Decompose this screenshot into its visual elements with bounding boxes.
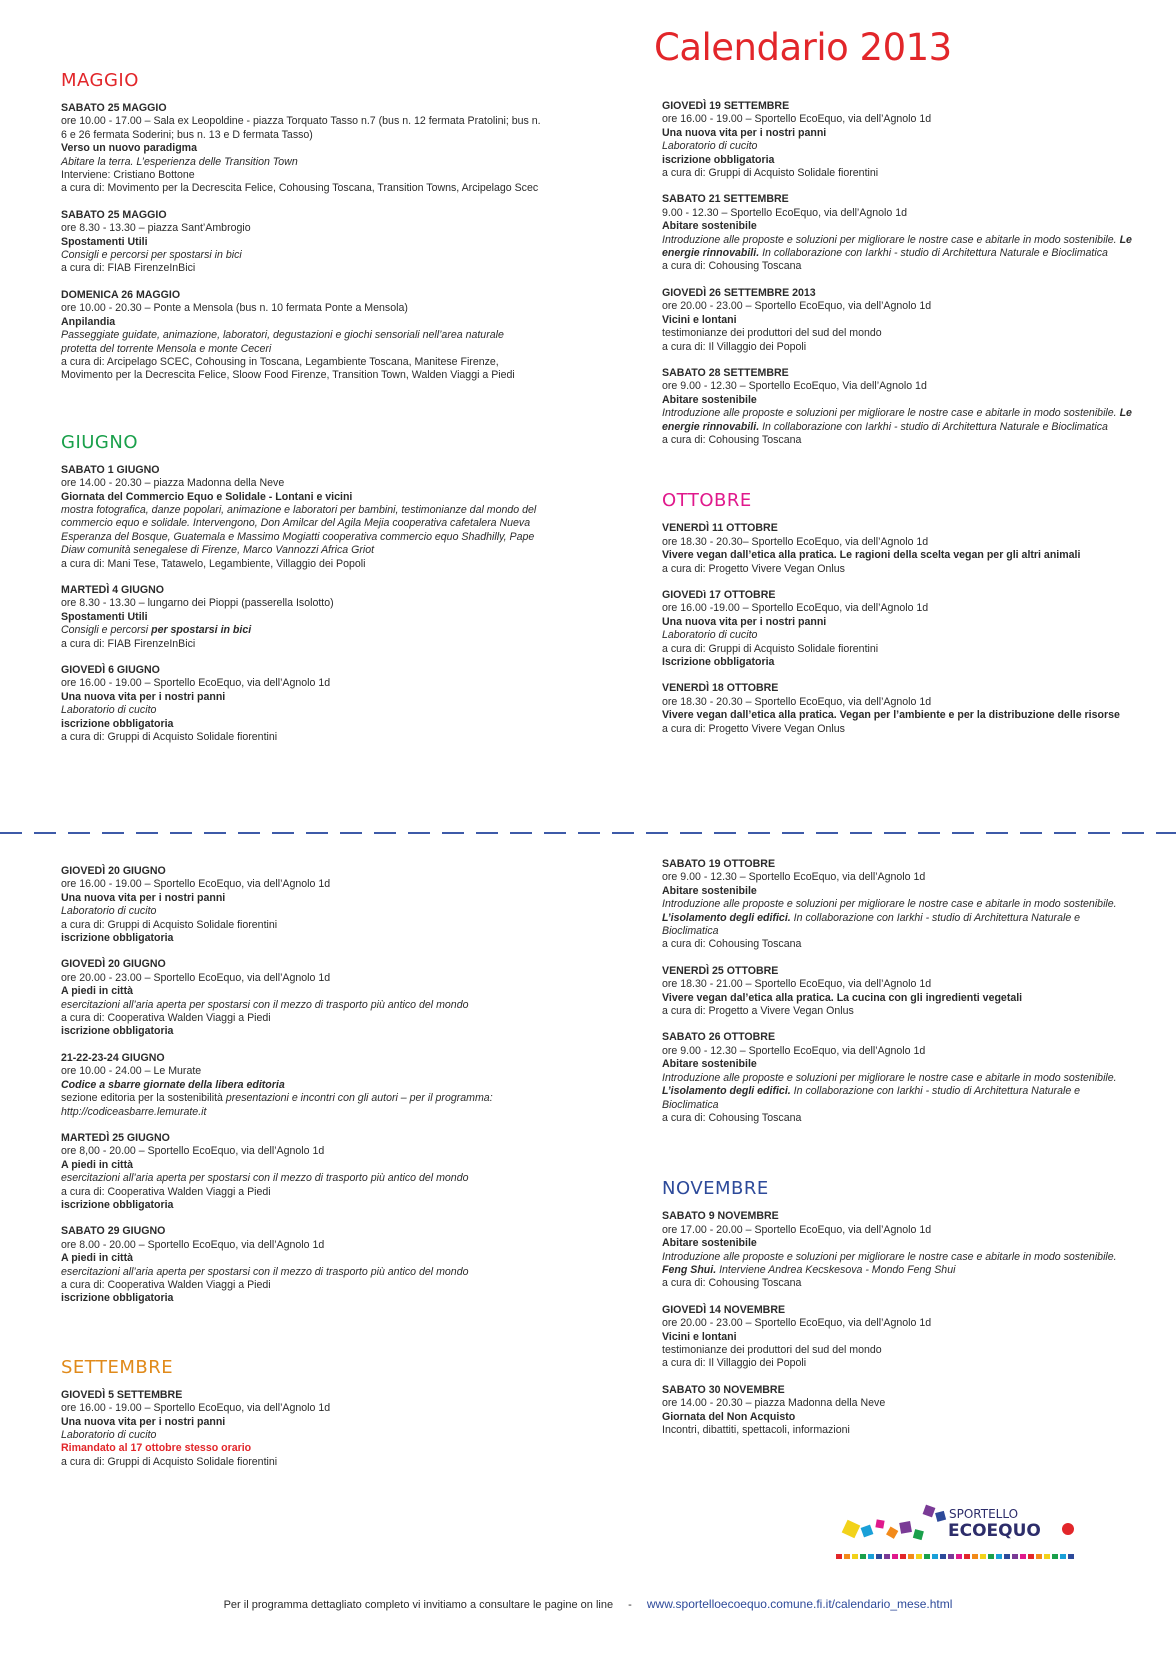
event-item [662, 367, 1132, 447]
logo-color-strip [836, 1554, 1074, 1559]
event-description [662, 234, 1132, 261]
logo-strip-block [908, 1554, 914, 1559]
event-date: 21-22-23-24 GIUGNO [61, 1051, 165, 1064]
event-organizer: a cura di: Progetto a Vivere Vegan Onlus [662, 1005, 854, 1018]
event-description [662, 1072, 1132, 1112]
event-item [61, 1225, 541, 1305]
event-time: ore 20.00 - 23.00 – Sportello EcoEquo, via dell’Agnolo 1d [662, 300, 932, 313]
event-item [662, 522, 1132, 576]
event-date: VENERDÌ 25 OTTOBRE [662, 964, 779, 977]
event-description-text: Consigli e percorsi [61, 624, 152, 637]
event-item [61, 664, 541, 744]
logo-strip-block [1012, 1554, 1018, 1559]
event-description [61, 1092, 541, 1119]
event-item [61, 584, 541, 651]
event-time: ore 9.00 - 12.30 – Sportello EcoEquo, Via dell’Agnolo 1d [662, 380, 927, 393]
event-time: ore 8.30 - 13.30 – piazza Sant’Ambrogio [61, 222, 251, 235]
logo-line1: SPORTELLO [949, 1507, 1019, 1521]
event-organizer: a cura di: Progetto Vivere Vegan Onlus [662, 562, 845, 575]
event-item [662, 589, 1132, 669]
event-item [662, 858, 1132, 952]
event-organizer: a cura di: Gruppi di Acquisto Solidale fiorentini [61, 731, 278, 744]
event-date: DOMENICA 26 MAGGIO [61, 288, 181, 301]
event-date: VENERDÌ 11 OTTOBRE [662, 522, 778, 535]
event-title: Una nuova vita per i nostri panni [61, 891, 226, 904]
logo-strip-block [900, 1554, 906, 1559]
event-title: Giornata del Non Acquisto [662, 1410, 796, 1423]
event-item [662, 1210, 1132, 1290]
event-item [61, 958, 541, 1038]
logo-strip-block [1036, 1554, 1042, 1559]
event-organizer: a cura di: FIAB FirenzeInBici [61, 262, 196, 275]
event-description-text: In collaborazione con Iarkhi - studio di Architettura Naturale e Bioclimatica [662, 1085, 1081, 1111]
event-time: ore 16.00 - 19.00 – Sportello EcoEquo, via dell’Agnolo 1d [61, 878, 331, 891]
cut-line [0, 822, 1176, 826]
event-time: ore 8.00 - 20.00 – Sportello EcoEquo, via dell’Agnolo 1d [61, 1238, 325, 1251]
event-item [662, 1384, 1132, 1438]
logo-strip-block [924, 1554, 930, 1559]
event-date: SABATO 30 NOVEMBRE [662, 1383, 785, 1396]
event-title: Vicini e lontani [662, 313, 737, 326]
event-organizer: a cura di: Cooperativa Walden Viaggi a Piedi [61, 1278, 271, 1291]
event-time: ore 20.00 - 23.00 – Sportello EcoEquo, via dell’Agnolo 1d [662, 1317, 932, 1330]
registration-note: iscrizione obbligatoria [61, 1198, 174, 1211]
event-title: Abitare sostenibile [662, 1058, 757, 1071]
calendar-link[interactable]: www.sportelloecoequo.comune.fi.it/calendario_mese.html [646, 1597, 953, 1611]
event-organizer: a cura di: Gruppi di Acquisto Solidale fiorentini [662, 167, 879, 180]
logo-strip-block [836, 1554, 842, 1559]
event-description: Incontri, dibattiti, spettacoli, informazioni [662, 1424, 850, 1436]
logo-strip-block [1020, 1554, 1026, 1559]
event-date: GIOVEDÌ 6 GIUGNO [61, 664, 160, 676]
footer-separator: - [628, 1599, 632, 1611]
event-date: GIOVEDì 17 OTTOBRE [662, 588, 776, 601]
event-title: Vicini e lontani [662, 1330, 737, 1343]
event-item [662, 193, 1132, 273]
logo-strip-block [892, 1554, 898, 1559]
event-title: Vivere vegan dall’etica alla pratica. Le ragioni della scelta vegan per gli altri animali [662, 549, 1081, 562]
event-title: A piedi in città [61, 1158, 134, 1171]
event-item [662, 287, 1132, 354]
event-description [61, 624, 541, 637]
event-item [61, 464, 541, 571]
event-description-text: Introduzione alle proposte e soluzioni per migliorare le nostre case e abitarle in modo sostenibile. [662, 407, 1120, 420]
event-description-highlight: L’isolamento degli edifici. [662, 1085, 791, 1098]
events-maggio [61, 102, 541, 383]
event-description-text: Introduzione alle proposte e soluzioni per migliorare le nostre case e abitarle in modo sostenibile. [662, 898, 1117, 911]
event-time: ore 16.00 - 19.00 – Sportello EcoEquo, via dell’Agnolo 1d [61, 677, 331, 690]
event-item [662, 1304, 1132, 1371]
page-title: Calendario 2013 [654, 26, 952, 69]
event-description: Abitare la terra. L’esperienza delle Transition Town [61, 155, 298, 168]
event-description-italic: presentazioni e incontri con gli autori – per il programma: http://codiceasbarre.lemurate.it [61, 1092, 493, 1118]
postponed-note: Rimandato al 17 ottobre stesso orario [61, 1442, 252, 1455]
event-title: Una nuova vita per i nostri panni [662, 126, 827, 139]
logo-strip-block [876, 1554, 882, 1559]
event-time: ore 8.30 - 13.30 – lungarno dei Pioppi (passerella Isolotto) [61, 597, 334, 610]
event-organizer: a cura di: Arcipelago SCEC, Cohousing in Toscana, Legambiente Toscana, Manitese Firenze, Movimento per la Decrescita Felice, Sloow Food Firenze, Transition Town, Walden Viaggi a Piedi [61, 355, 515, 382]
event-date: SABATO 1 GIUGNO [61, 463, 160, 476]
event-description: Laboratorio di cucito [61, 1429, 157, 1441]
event-organizer: a cura di: Cohousing Toscana [662, 1111, 802, 1124]
event-item [662, 1031, 1132, 1125]
event-title: Anpilandia [61, 315, 116, 328]
event-title: Vivere vegan dal’etica alla pratica. La cucina con gli ingredienti vegetali [662, 991, 1023, 1004]
florence-lily-icon [1062, 1523, 1074, 1535]
event-item [61, 1389, 541, 1469]
event-description-highlight: L’isolamento degli edifici. [662, 911, 791, 924]
event-title: A piedi in città [61, 985, 134, 998]
registration-note: iscrizione obbligatoria [61, 1292, 174, 1305]
event-date: SABATO 25 MAGGIO [61, 102, 167, 114]
event-organizer: a cura di: Il Villaggio dei Popoli [662, 1357, 807, 1370]
event-date: SABATO 9 NOVEMBRE [662, 1210, 779, 1223]
event-organizer: a cura di: Cohousing Toscana [662, 1277, 802, 1290]
logo-strip-block [964, 1554, 970, 1559]
logo-strip-block [956, 1554, 962, 1559]
event-time: 9.00 - 12.30 – Sportello EcoEquo, via dell’Agnolo 1d [662, 206, 908, 219]
events-settembre-early [61, 1389, 541, 1469]
logo-strip-block [980, 1554, 986, 1559]
event-time: ore 16.00 - 19.00 – Sportello EcoEquo, via dell’Agnolo 1d [662, 113, 932, 126]
event-title: Codice a sbarre giornate della libera editoria [61, 1078, 285, 1091]
logo-strip-block [1068, 1554, 1074, 1559]
column-bottom-left [61, 865, 541, 1482]
event-time: ore 17.00 - 20.00 – Sportello EcoEquo, via dell’Agnolo 1d [662, 1223, 932, 1236]
event-time: ore 20.00 - 23.00 – Sportello EcoEquo, via dell’Agnolo 1d [61, 971, 331, 984]
event-time: ore 16.00 - 19.00 – Sportello EcoEquo, via dell’Agnolo 1d [61, 1402, 331, 1415]
event-organizer: a cura di: Cohousing Toscana [662, 260, 802, 273]
event-organizer: a cura di: FIAB FirenzeInBici [61, 637, 196, 650]
event-title: Abitare sostenibile [662, 220, 757, 233]
column-top-left [61, 70, 541, 757]
event-title: Giornata del Commercio Equo e Solidale - Lontani e vicini [61, 490, 353, 503]
sportello-ecoequo-logo [836, 1502, 1086, 1564]
footer [0, 1597, 1176, 1611]
event-date: SABATO 28 SETTEMBRE [662, 366, 789, 379]
logo-strip-block [916, 1554, 922, 1559]
logo-strip-block [940, 1554, 946, 1559]
event-item [61, 1052, 541, 1119]
event-description-text: In collaborazione con Iarkhi - studio di Architettura Naturale e Bioclimatica [662, 911, 1081, 938]
event-organizer: a cura di: Il Villaggio dei Popoli [662, 340, 807, 353]
event-title: Abitare sostenibile [662, 393, 757, 406]
logo-strip-block [1044, 1554, 1050, 1559]
event-description-text: Introduzione alle proposte e soluzioni per migliorare le nostre case e abitarle in modo sostenibile. [662, 1250, 1117, 1263]
event-time: ore 16.00 -19.00 – Sportello EcoEquo, via dell’Agnolo 1d [662, 602, 929, 615]
footer-note: Per il programma dettagliato completo vi invitiamo a consultare le pagine on line [223, 1599, 614, 1611]
logo-strip-block [988, 1554, 994, 1559]
event-description-text: Introduzione alle proposte e soluzioni per migliorare le nostre case e abitarle in modo sostenibile. [662, 1071, 1117, 1084]
logo-strip-block [844, 1554, 850, 1559]
event-description: mostra fotografica, danze popolari, animazione e laboratori per bambini, testimonianze dal mondo del commercio equo e solidale. Intervengono, Don Amilcar del Agila Mejia cooperativa cafetalera Nueva Esperanza del Bosque, Guatemala e Massimo Mogiatti cooperativa commercio equo Shadhilly, Pape Diaw comunità senegalese di Firenze, Marco Vannozzi Africa Griot [61, 503, 537, 557]
event-title: Verso un nuovo paradigma [61, 142, 197, 155]
event-item [61, 289, 541, 383]
event-organizer: a cura di: Gruppi di Acquisto Solidale fiorentini [61, 1455, 278, 1468]
month-heading-ottobre: OTTOBRE [662, 490, 752, 512]
event-description: Laboratorio di cucito [61, 905, 157, 918]
month-heading-maggio: MAGGIO [61, 70, 139, 91]
events-novembre [662, 1210, 1132, 1437]
event-description: esercitazioni all’aria aperta per spostarsi con il mezzo di trasporto più antico del mondo [61, 1172, 469, 1185]
event-description [662, 1251, 1132, 1278]
logo-strip-block [1004, 1554, 1010, 1559]
logo-strip-block [948, 1554, 954, 1559]
event-organizer: a cura di: Cooperativa Walden Viaggi a Piedi [61, 1185, 271, 1198]
event-title: Spostamenti Utili [61, 235, 148, 248]
events-giugno-continued [61, 865, 541, 1306]
event-date: VENERDÌ 18 OTTOBRE [662, 682, 779, 695]
event-description-text: In collaborazione con Iarkhi - studio di Architettura Naturale e Bioclimatica [759, 420, 1108, 433]
event-time: ore 14.00 - 20.30 – piazza Madonna della Neve [662, 1397, 886, 1410]
event-organizer: a cura di: Mani Tese, Tatawelo, Legambiente, Villaggio dei Popoli [61, 557, 366, 570]
event-organizer: a cura di: Progetto Vivere Vegan Onlus [662, 722, 845, 735]
events-ottobre [662, 522, 1132, 736]
column-top-right [662, 100, 1132, 749]
month-heading-giugno: GIUGNO [61, 431, 139, 453]
event-organizer: a cura di: Cohousing Toscana [662, 433, 802, 446]
logo-strip-block [860, 1554, 866, 1559]
event-organizer: a cura di: Gruppi di Acquisto Solidale fiorentini [662, 642, 879, 655]
events-settembre [662, 100, 1132, 447]
event-date: GIOVEDÌ 20 GIUGNO [61, 958, 166, 971]
event-title: Una nuova vita per i nostri panni [61, 690, 226, 703]
event-date: SABATO 25 MAGGIO [61, 208, 167, 221]
event-item [662, 682, 1132, 736]
event-description: esercitazioni all’aria aperta per spostarsi con il mezzo di trasporto più antico del mondo [61, 1265, 469, 1278]
event-date: MARTEDÌ 4 GIUGNO [61, 583, 164, 596]
event-time: ore 9.00 - 12.30 – Sportello EcoEquo, via dell’Agnolo 1d [662, 871, 926, 884]
event-time: ore 18.30 - 21.00 – Sportello EcoEquo, via dell’Agnolo 1d [662, 978, 932, 991]
event-description: Laboratorio di cucito [61, 704, 157, 717]
event-description: esercitazioni all’aria aperta per spostarsi con il mezzo di trasporto più antico del mondo [61, 998, 469, 1011]
event-description: Passeggiate guidate, animazione, laboratori, degustazioni e giochi sensoriali nell’area naturale protetta del torrente Mensola e monte Ceceri [61, 329, 504, 355]
event-item [61, 865, 541, 945]
event-date: GIOVEDÌ 5 SETTEMBRE [61, 1388, 183, 1401]
event-organizer: a cura di: Movimento per la Decrescita Felice, Cohousing Toscana, Transition Towns, Arcipelago Scec [61, 182, 539, 195]
event-description-text: Interviene Andrea Kecskesova - Mondo Feng Shui [716, 1263, 956, 1276]
events-ottobre-continued [662, 858, 1132, 1125]
event-time: ore 10.00 - 20.30 – Ponte a Mensola (bus n. 10 fermata Ponte a Mensola) [61, 302, 408, 315]
event-description-text: Introduzione alle proposte e soluzioni per migliorare le nostre case e abitarle in modo sostenibile. [662, 233, 1120, 246]
event-date: MARTEDÌ 25 GIUGNO [61, 1131, 170, 1144]
logo-strip-block [972, 1554, 978, 1559]
month-heading-novembre: NOVEMBRE [662, 1178, 769, 1200]
event-title: Vivere vegan dall’etica alla pratica. Vegan per l’ambiente e per la distribuzione delle risorse [662, 709, 1120, 722]
logo-strip-block [868, 1554, 874, 1559]
event-item [61, 102, 541, 196]
event-title: Una nuova vita per i nostri panni [61, 1415, 226, 1428]
event-description: testimonianze dei produttori del sud del mondo [662, 1343, 882, 1356]
event-date: SABATO 26 OTTOBRE [662, 1031, 776, 1044]
event-title: Una nuova vita per i nostri panni [662, 615, 827, 628]
event-description: Laboratorio di cucito [662, 629, 758, 642]
registration-note: Iscrizione obbligatoria [662, 656, 775, 668]
month-heading-settembre: SETTEMBRE [61, 1356, 174, 1378]
event-organizer: a cura di: Cooperativa Walden Viaggi a Piedi [61, 1012, 271, 1025]
event-time: ore 18.30 - 20.30– Sportello EcoEquo, via dell’Agnolo 1d [662, 535, 929, 548]
event-speaker: Interviene: Cristiano Bottone [61, 169, 195, 182]
event-date: GIOVEDÌ 26 SETTEMBRE 2013 [662, 286, 816, 299]
registration-note: iscrizione obbligatoria [61, 717, 174, 730]
event-description: Consigli e percorsi per spostarsi in bici [61, 249, 242, 262]
event-description-text: In collaborazione con Iarkhi - studio di Architettura Naturale e Bioclimatica [759, 247, 1108, 260]
event-title: Abitare sostenibile [662, 884, 757, 897]
event-date: SABATO 29 GIUGNO [61, 1225, 166, 1238]
event-time: ore 9.00 - 12.30 – Sportello EcoEquo, via dell’Agnolo 1d [662, 1044, 926, 1057]
logo-strip-block [1052, 1554, 1058, 1559]
logo-graphic [836, 1502, 1086, 1564]
event-description [662, 898, 1132, 938]
event-description-text: sezione editoria per la sostenibilità [61, 1092, 226, 1105]
registration-note: iscrizione obbligatoria [61, 1025, 174, 1038]
event-description-highlight: per spostarsi in bici [151, 624, 252, 637]
event-description: Laboratorio di cucito [662, 140, 758, 153]
event-date: SABATO 19 OTTOBRE [662, 858, 776, 870]
event-item [61, 209, 541, 276]
logo-strip-block [932, 1554, 938, 1559]
column-bottom-right [662, 858, 1132, 1450]
event-time: ore 10.00 - 17.00 – Sala ex Leopoldine - piazza Torquato Tasso n.7 (bus n. 12 fermata Pratolini; bus n. 6 e 26 fermata Soderini; bus n. 13 e D fermata Tasso) [61, 115, 541, 141]
event-date: GIOVEDÌ 14 NOVEMBRE [662, 1303, 786, 1316]
event-description-highlight: Feng Shui. [662, 1263, 717, 1276]
event-time: ore 8,00 - 20.00 – Sportello EcoEquo, via dell’Agnolo 1d [61, 1145, 325, 1158]
logo-strip-block [1028, 1554, 1034, 1559]
registration-note: iscrizione obbligatoria [662, 153, 775, 166]
event-date: GIOVEDÌ 19 SETTEMBRE [662, 100, 790, 112]
event-title: Abitare sostenibile [662, 1237, 757, 1250]
logo-strip-block [1060, 1554, 1066, 1559]
event-item [61, 1132, 541, 1212]
event-description [662, 407, 1132, 434]
logo-strip-block [996, 1554, 1002, 1559]
event-description-highlight: Le energie rinnovabili. [662, 233, 1132, 260]
logo-strip-block [884, 1554, 890, 1559]
events-giugno [61, 464, 541, 745]
event-description-highlight: Le energie rinnovabili. [662, 407, 1132, 433]
event-date: SABATO 21 SETTEMBRE [662, 193, 789, 206]
event-organizer: a cura di: Cohousing Toscana [662, 938, 802, 951]
event-time: ore 18.30 - 20.30 – Sportello EcoEquo, via dell’Agnolo 1d [662, 695, 932, 708]
event-title: A piedi in città [61, 1252, 134, 1265]
registration-note: iscrizione obbligatoria [61, 932, 174, 945]
dashed-divider [0, 831, 1176, 835]
event-time: ore 10.00 - 24.00 – Le Murate [61, 1065, 202, 1078]
event-time: ore 14.00 - 20.30 – piazza Madonna della Neve [61, 477, 285, 490]
logo-strip-block [852, 1554, 858, 1559]
event-description: testimonianze dei produttori del sud del mondo [662, 327, 882, 340]
logo-line2: ECOEQUO [948, 1521, 1041, 1541]
event-item [662, 100, 1132, 180]
event-title: Spostamenti Utili [61, 610, 148, 623]
event-item [662, 965, 1132, 1019]
event-date: GIOVEDÌ 20 GIUGNO [61, 865, 166, 877]
event-organizer: a cura di: Gruppi di Acquisto Solidale fiorentini [61, 918, 278, 931]
